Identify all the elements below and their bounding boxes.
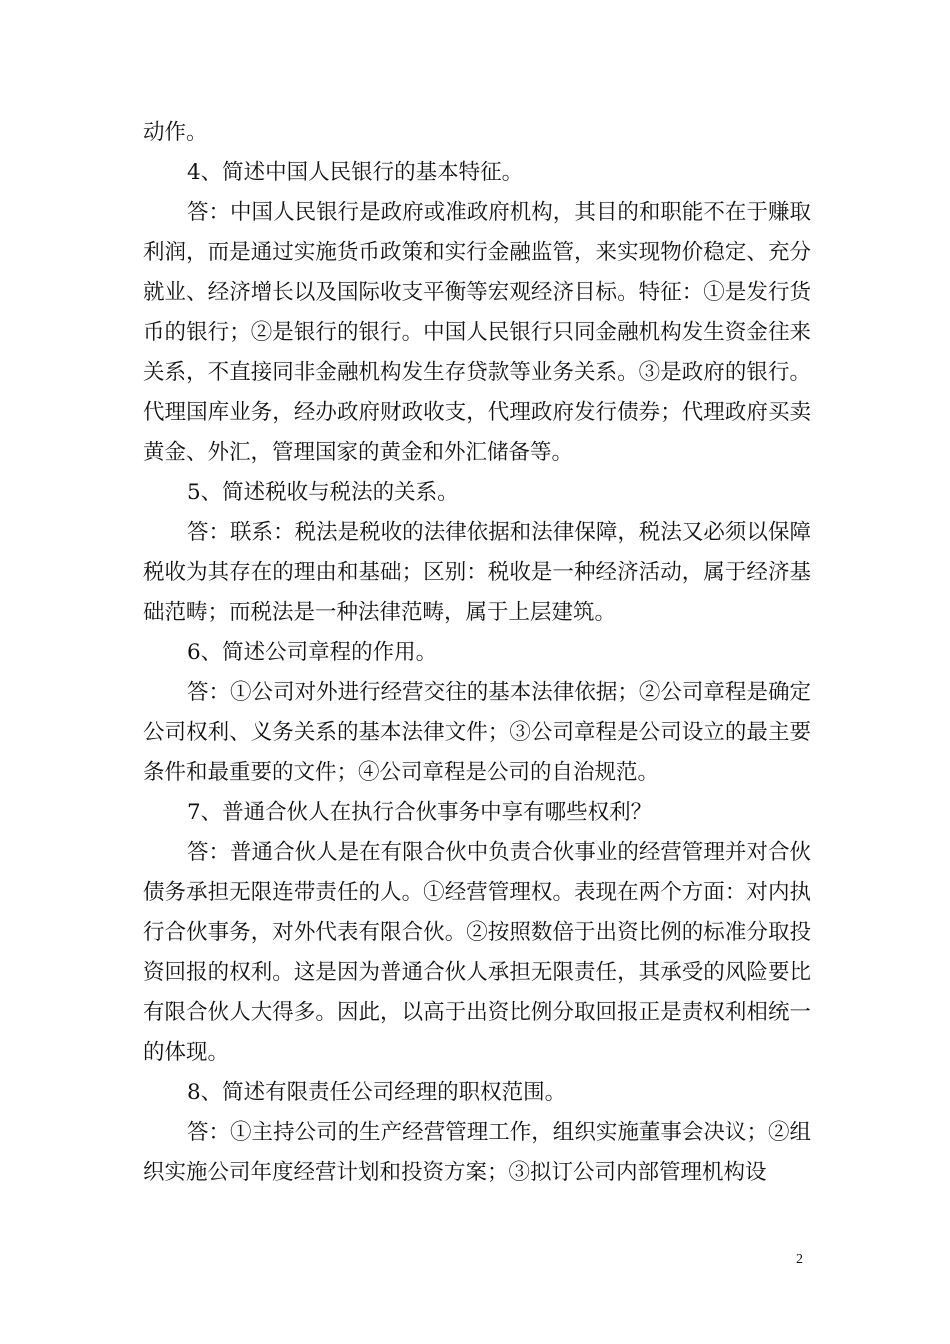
question-6: 6、简述公司章程的作用。 [187,640,438,665]
question-7: 7、普通合伙人在执行合伙事务中享有哪些权利？ [187,800,653,825]
answer-5: 答：联系：税法是税收的法律依据和法律保障，税法又必须以保障税收为其存在的理由和基础；区别：税收是一种经济活动，属于经济基础范畴；而税法是一种法律范畴，属于上层建筑。 [143,520,811,625]
page-number: 2 [796,1252,803,1267]
question-8: 8、简述有限责任公司经理的职权范围。 [187,1080,567,1105]
answer-8: 答：①主持公司的生产经营管理工作，组织实施董事会决议；②组织实施公司年度经营计划和投资方案；③拟订公司内部管理机构设 [143,1120,811,1185]
answer-6: 答：①公司对外进行经营交往的基本法律依据；②公司章程是确定公司权利、义务关系的基本法律文件；③公司章程是公司设立的最主要条件和最重要的文件；④公司章程是公司的自治规范。 [143,680,811,785]
document-body [143,113,811,1193]
opening-fragment: 动作。 [143,120,208,145]
answer-4: 答：中国人民银行是政府或准政府机构，其目的和职能不在于赚取利润，而是通过实施货币政策和实行金融监管，来实现物价稳定、充分就业、经济增长以及国际收支平衡等宏观经济目标。特征：①是发行货币的银行；②是银行的银行。中国人民银行只同金融机构发生资金往来关系，不直接同非金融机构发生存贷款等业务关系。③是政府的银行。代理国库业务，经办政府财政收支，代理政府发行债券；代理政府买卖黄金、外汇，管理国家的黄金和外汇储备等。 [143,200,811,465]
question-5: 5、简述税收与税法的关系。 [187,480,459,505]
answer-7: 答：普通合伙人是在有限合伙中负责合伙事业的经营管理并对合伙债务承担无限连带责任的人。①经营管理权。表现在两个方面：对内执行合伙事务，对外代表有限合伙。②按照数倍于出资比例的标准分取投资回报的权利。这是因为普通合伙人承担无限责任，其承受的风险要比有限合伙人大得多。因此，以高于出资比例分取回报正是责权利相统一的体现。 [143,840,811,1065]
question-4: 4、简述中国人民银行的基本特征。 [187,160,524,185]
